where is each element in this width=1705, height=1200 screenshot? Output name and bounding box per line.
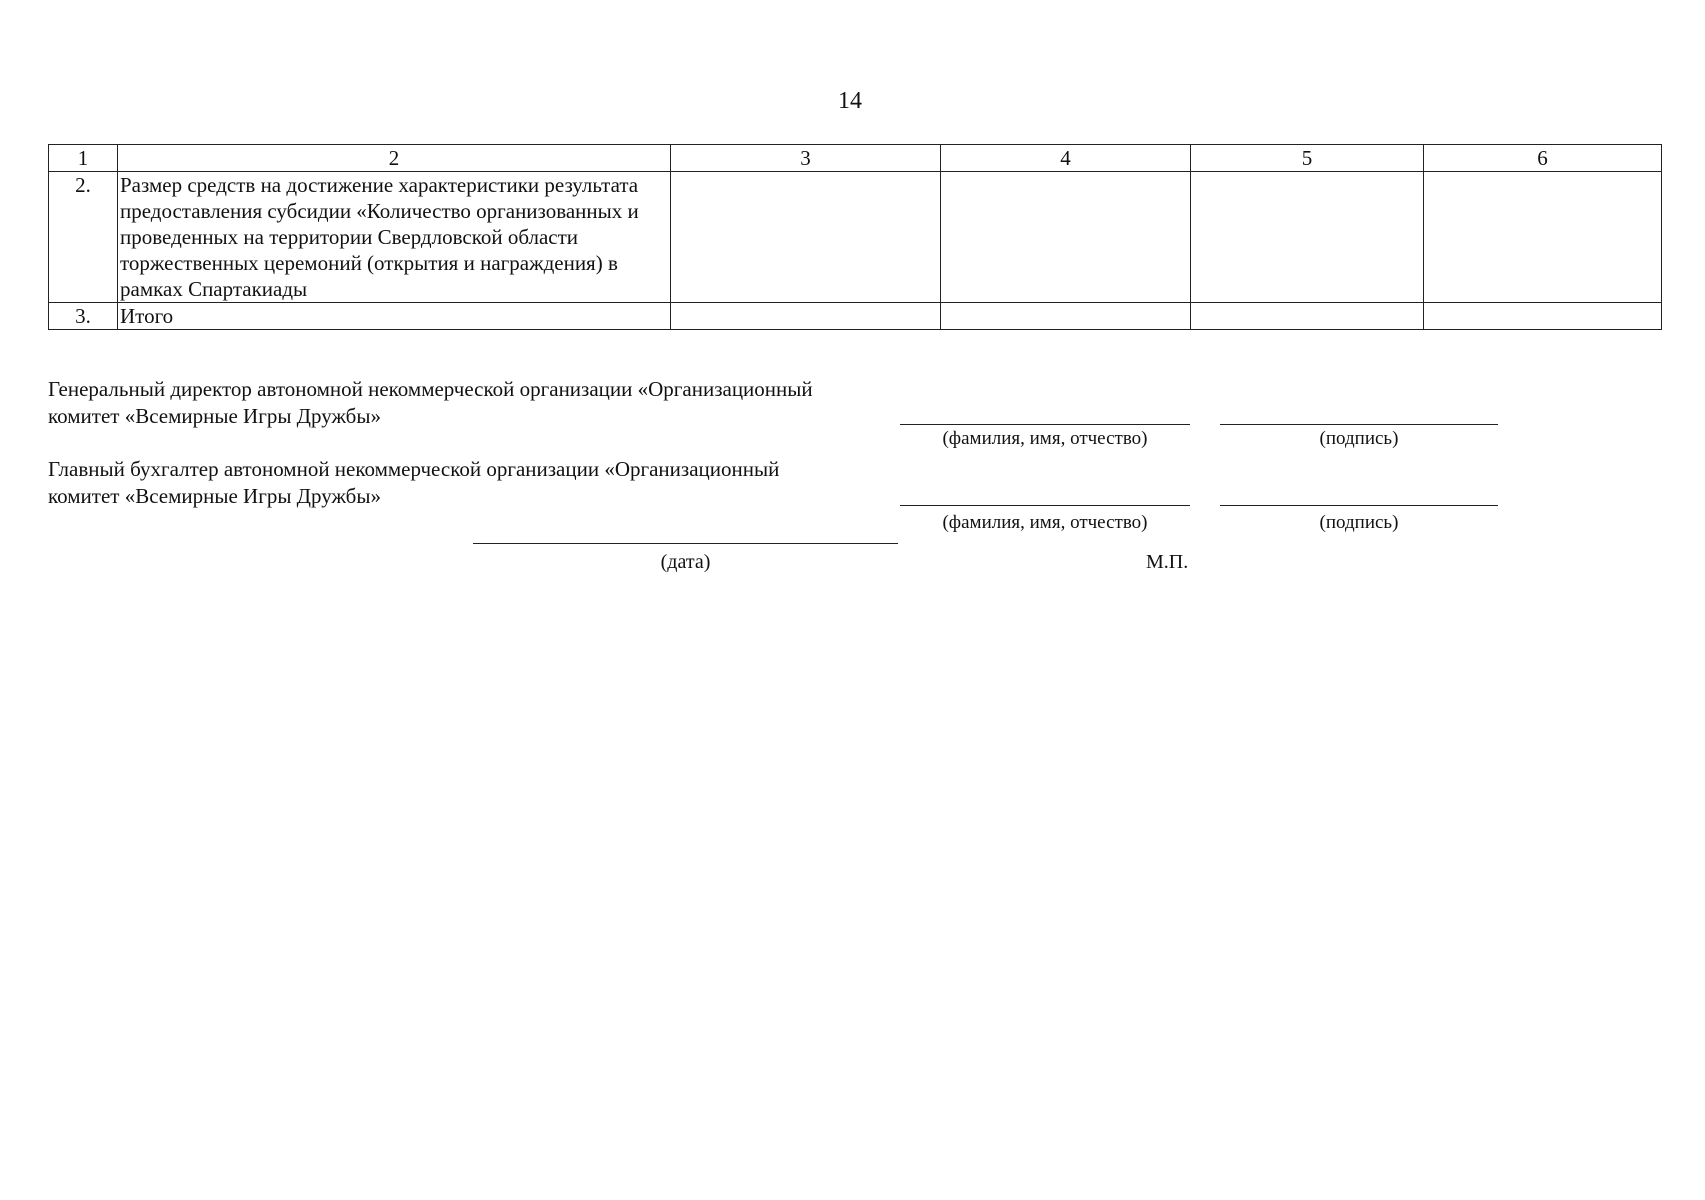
table-cell [1424, 303, 1662, 330]
accountant-fio-caption: (фамилия, имя, отчество) [942, 512, 1148, 533]
accountant-signature-caption: (подпись) [1319, 512, 1399, 533]
table-row [49, 172, 1662, 303]
stamp-mark: М.П. [1146, 551, 1189, 573]
header-cell: 6 [1424, 145, 1662, 172]
director-signature-line[interactable] [1220, 424, 1498, 425]
director-signature-caption: (подпись) [1319, 428, 1399, 449]
header-cell: 4 [941, 145, 1191, 172]
table-cell [1424, 172, 1662, 303]
row-number: 3. [49, 303, 118, 330]
accountant-title: Главный бухгалтер автономной некоммерческой организации «Организационный комитет «Всемирные Игры Дружбы» [48, 457, 780, 508]
page-number: 14 [838, 88, 862, 114]
row-label: Размер средств на достижение характеристики результата предоставления субсидии «Количество организованных и проведенных на территории Свердловской области торжественных церемоний (открытия и награждения) в рамках Спартакиады [118, 172, 671, 303]
table-cell [671, 303, 941, 330]
table-cell [671, 172, 941, 303]
director-fio-caption: (фамилия, имя, отчество) [942, 428, 1148, 449]
table-row [49, 303, 1662, 330]
table-cell [1191, 172, 1424, 303]
director-fio-line[interactable] [900, 424, 1190, 425]
table-cell [1191, 303, 1424, 330]
row-label: Итого [118, 303, 671, 330]
date-line[interactable] [473, 543, 898, 544]
accountant-signature-line[interactable] [1220, 505, 1498, 506]
table-header-row [49, 145, 1662, 172]
report-table [48, 144, 1662, 330]
table-cell [941, 172, 1191, 303]
header-cell: 1 [49, 145, 118, 172]
date-caption: (дата) [660, 551, 711, 573]
row-number: 2. [49, 172, 118, 303]
header-cell: 2 [118, 145, 671, 172]
table-cell [941, 303, 1191, 330]
director-title: Генеральный директор автономной некоммерческой организации «Организационный комитет «Всемирные Игры Дружбы» [48, 377, 813, 428]
accountant-fio-line[interactable] [900, 505, 1190, 506]
header-cell: 5 [1191, 145, 1424, 172]
header-cell: 3 [671, 145, 941, 172]
